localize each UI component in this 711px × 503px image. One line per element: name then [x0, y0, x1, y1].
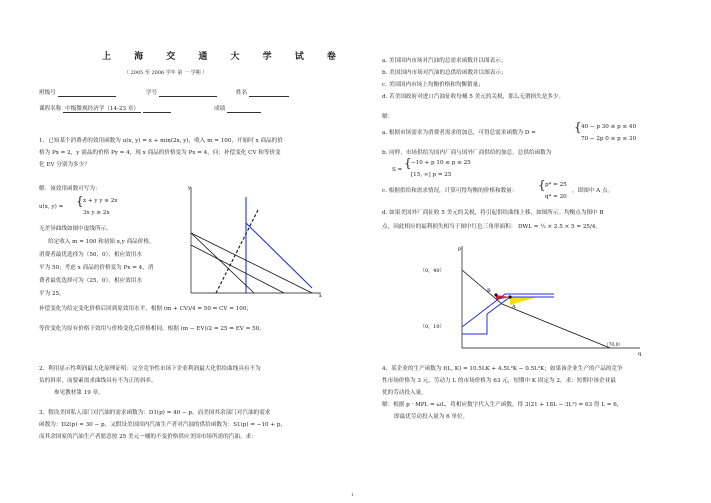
q1-x-axis-label: x	[319, 293, 322, 297]
item-c: c. 美国国内市场上均衡价格和均衡销量；	[382, 82, 484, 88]
q1-sol-line-1: 无差异曲线如图中虚线所示。	[39, 226, 112, 232]
q1-utility-case-2: 3x y ≥ 2x	[83, 210, 110, 216]
sol-b-brace: {	[404, 156, 412, 170]
item-d: d. 若美国政府对进口汽油征收每桶 5 美元的关税，那么无谓损失是多少。	[382, 94, 565, 100]
gasoline-market-diagram	[412, 244, 644, 356]
sol-b-case-2: [15, ∞] p = 25	[411, 172, 452, 178]
q2-line-3: 参见教材第 19 章。	[54, 390, 104, 396]
score-blank	[227, 106, 261, 113]
sol-a-brace: {	[574, 120, 582, 134]
q2-line-2: 负的斜率，而要素需求曲线具有不为正的斜率。	[39, 378, 157, 384]
sol-d-line-1: d. 如果美国外厂商征收 5 美元的关税，将引起供给曲线上移，如图所示。均衡点为图中 B	[382, 210, 604, 216]
sol-d-text: 点，因此相应的福利损失相当于图中红色三角形面积：	[382, 224, 517, 230]
market-p-label: p	[458, 246, 462, 252]
name-field	[236, 90, 289, 97]
q3-line-2: 函数为：D2(p) = 30 − p，又假设美国国内汽油生产者对汽油的供给函数为：S1(p) = −10 + p，	[39, 422, 287, 428]
q4-line-1: 4、某企业的生产函数为 f(L, K) = 10.5LK + 4.5L²K − 0.5L³K；如果该企业生产的产品的竞争	[382, 366, 623, 372]
exam-title: 上 海 交 通 大 学 试 卷	[102, 52, 346, 62]
point-B	[494, 293, 497, 296]
q1-cv-line: 补偿变化为给定变化价格后回到原效用水平，根据	[39, 306, 163, 312]
class-no-blank	[58, 90, 116, 97]
course-field	[39, 106, 171, 113]
score-label: 成绩	[214, 106, 226, 112]
q1-ev-formula: (m − EV)/2 = 25 ⇒ EV = 50。	[180, 326, 265, 332]
name-blank	[249, 90, 289, 97]
student-no-field	[146, 90, 217, 97]
q1-utility-case-1: x + y y ≤ 2x	[83, 198, 118, 204]
sol-c-case-1: p* = 25	[545, 182, 567, 188]
sol-c-tail: ，即图中 A 点。	[572, 188, 614, 194]
q3-line-1: 3、假设美国私人部门对汽油的需求函数为：D1(p) = 40 − p，而美国其余部门对汽油的需求	[39, 410, 271, 416]
supply-curve	[462, 297, 554, 334]
q1-line-3: 化 EV 分别为多少？	[39, 162, 90, 168]
q1-sol-line-3: 消费者最优选择为（50，0），相应效用水	[39, 252, 142, 258]
q1-utility-lhs: u(x, y) =	[39, 204, 64, 210]
q1-sol-line-5: 费者最优选择可为（25，0），相应效用水	[39, 278, 142, 284]
q4-line-2: 性市场价格为 3 元，劳动力 L 的市场价格为 63 元，短期中 K 固定为 2，求：短期中该企业最	[382, 378, 616, 384]
demand-curve	[462, 270, 610, 348]
item-a: a. 美国国内市场对汽油的总需求函数并以图表示；	[382, 58, 507, 64]
sol-c-case-2: q* = 20	[545, 194, 567, 200]
sol-c-brace: {	[538, 178, 546, 192]
point-B-label: B	[487, 288, 491, 294]
year-line: （ 2005 至 2006 学年 第 一 学期 ）	[124, 70, 208, 76]
q1-dashed-ray	[216, 210, 258, 293]
label-0-40: （0，40）	[420, 268, 445, 274]
q1-ev-line: 等价变化为原有价格下效用与价格变化后价格相同，根据	[39, 326, 179, 332]
course-label: 课程名称	[39, 106, 62, 112]
sol-d-formula: DWL = ½ × 2.5 × 5 = 25/4。	[518, 224, 601, 230]
item-b: b. 美国国内市场对汽油的总供给函数并以图表示；	[382, 70, 507, 76]
q4-solution: 解：根据 p · MPL = ωL，将相应数字代入生产函数，得 3(21 + 18L − 3L²) = 63 得 L = 6，	[382, 402, 623, 408]
sol-c-text: c. 根据供给和需求情况，计算可得均衡的价格和数量：	[382, 188, 518, 194]
q1-cv-text	[39, 306, 252, 313]
q1-y-axis-label: y	[188, 185, 191, 191]
class-no-field	[39, 90, 116, 97]
sol-b-text: b. 同样，市场供给为国内厂商与国外厂商供给的加总，总供给函数为	[382, 150, 552, 156]
sol-b-lhs: S =	[392, 167, 403, 173]
label-70-0: （70,0）	[604, 343, 624, 348]
q1-sol-line-6: 平为 25。	[39, 291, 65, 297]
q1-budget-line-3	[191, 245, 284, 293]
sol-b-case-1: −10 + p 10 ≤ p ≤ 25	[411, 160, 471, 166]
sol-d-line-2	[382, 224, 601, 231]
point-A-label: A	[512, 304, 516, 310]
q4-line-3: 优的劳动投入量。	[382, 390, 427, 396]
market-q-label: q	[638, 351, 642, 356]
q1-brace: {	[76, 194, 84, 208]
student-no-label: 学号	[146, 90, 158, 96]
q1-ev-text	[39, 326, 265, 333]
q1-indifference-diagram	[186, 185, 326, 297]
q1-solution-title: 解：该效用函数可写为：	[39, 186, 101, 192]
sol-a-text: a. 根据市场需求为消费者需求的加总，可得总需求函数为 D =	[382, 130, 536, 136]
course-blank	[143, 106, 171, 113]
q1-budget-line-2	[191, 233, 254, 293]
page-number: 1	[351, 492, 354, 497]
course-name: 中级微观经济学（14-23 章）	[65, 106, 140, 112]
right-solution-title: 解：	[382, 114, 394, 120]
name-label: 姓名	[236, 90, 248, 96]
label-0-10: （0，10）	[420, 324, 445, 330]
q4-solution-2: 即最优劳动投入量为 6 单位。	[394, 414, 469, 420]
score-field	[214, 106, 261, 113]
class-no-label: 班级号	[39, 90, 56, 96]
q1-sol-line-4: 平为 50；考虑 x 商品的价格变为 Px = 4，消	[39, 265, 154, 271]
q1-cv-formula: (m + CV)/4 = 50 ⇒ CV = 100；	[163, 306, 252, 312]
q1-line-1: 1、已知某个消费者的效用函数为 u(x, y) = x + min(2x, y)，收入 m = 100，开始时 x 商品的价	[39, 138, 283, 144]
q1-line-2: 格为 Px = 2，y 商品的价格 Py = 4，现 x 商品的价格变为 Px = 4，问：补偿变化 CV 和等价变	[39, 150, 281, 156]
q3-line-3: 而其余国家的汽油生产者愿意按 25 美元一桶的不变价格供应美国市场所需的汽油。求：	[39, 434, 257, 440]
student-no-blank	[159, 90, 217, 97]
sol-a-case-1: 40 − p 30 ≤ p ≤ 40	[581, 124, 637, 130]
point-A	[508, 295, 511, 298]
sol-a-case-2: 70 − 2p 0 ≤ p ≤ 30	[581, 136, 637, 142]
q2-line-1: 2、利用显示性利润最大化原理证明：完全竞争性市场下企业利润最大化供给曲线具有不为	[39, 366, 261, 372]
q1-budget-line-1	[191, 233, 312, 293]
q1-sol-line-2: 给定收入 m = 100 和初始 x,y 商品价格，	[48, 239, 155, 245]
